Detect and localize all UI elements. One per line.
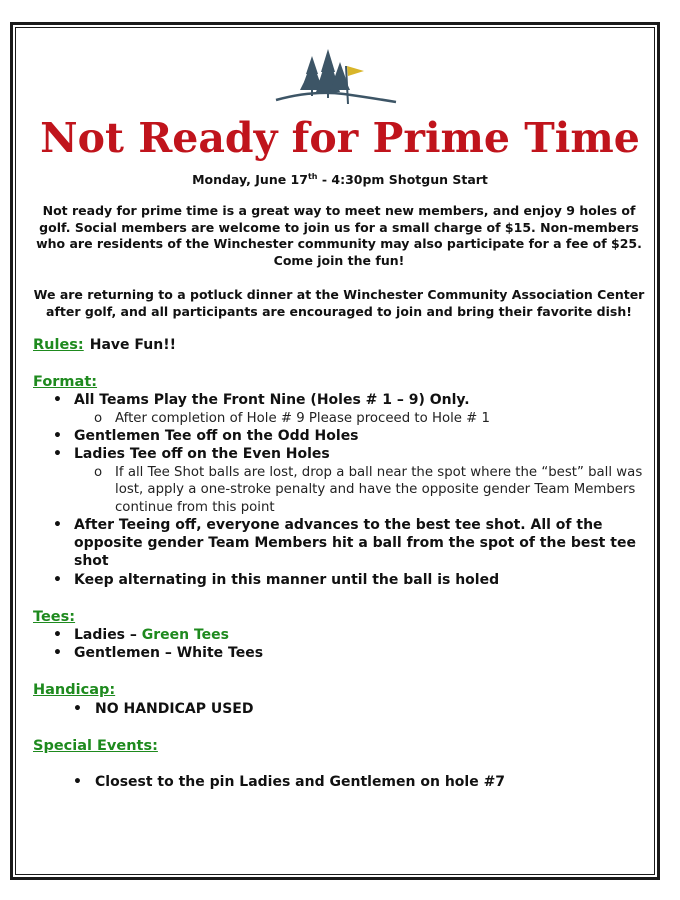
format-section — [33, 373, 643, 589]
bullet: • — [53, 645, 62, 662]
tees-ladies-label: Ladies – — [74, 627, 142, 644]
spacer — [33, 755, 643, 773]
format-item-5: Keep alternating in this manner until the ball is holed — [74, 571, 500, 588]
format-item-3: Ladies Tee off on the Even Holes — [74, 446, 330, 463]
date-suffix: th — [307, 172, 318, 181]
format-item-3-sub: If all Tee Shot balls are lost, drop a ball near the spot where the “best” ball was lost, apply a one-stroke penalty and have the opposite gender Team Members continue from this point — [115, 464, 643, 515]
format-list — [33, 391, 643, 588]
event-date-time — [0, 169, 680, 188]
sub-list — [74, 410, 643, 428]
bullet: • — [53, 392, 62, 409]
list-item — [33, 445, 643, 516]
pine-trees-golf-flag-logo-icon — [272, 46, 402, 108]
sub-list-item — [74, 410, 643, 428]
handicap-list — [33, 700, 643, 718]
bullet: • — [53, 517, 62, 534]
special-events-item: Closest to the pin Ladies and Gentlemen on hole #7 — [95, 774, 506, 791]
intro-paragraph: Not ready for prime time is a great way to meet new members, and enjoy 9 holes of golf. Social members are welcome to join us for a small charge of $15. Non-members who are residents of the Winchester community may also participate for a fee of $25. Come join the fun! — [36, 203, 642, 268]
list-item — [33, 773, 643, 791]
tees-list — [33, 626, 643, 662]
list-item — [33, 644, 643, 662]
format-item-1: All Teams Play the Front Nine (Holes # 1 – 9) Only. — [74, 392, 470, 409]
special-events-section — [33, 737, 643, 791]
bullet: • — [53, 627, 62, 644]
event-title: Not Ready for Prime Time — [40, 114, 640, 162]
list-item — [33, 427, 643, 445]
format-heading: Format: — [33, 374, 98, 391]
tees-ladies-value: Green Tees — [141, 627, 230, 644]
sub-bullet: o — [94, 464, 103, 480]
handicap-item: NO HANDICAP USED — [95, 700, 254, 717]
potluck-paragraph: We are returning to a potluck dinner at the Winchester Community Association Center after golf, and all participants are encouraged to join and bring their favorite dish! — [33, 287, 645, 319]
bullet: • — [73, 774, 82, 791]
sub-list-item — [74, 464, 643, 517]
handicap-heading: Handicap: — [33, 682, 116, 699]
rules-text: Have Fun!! — [89, 337, 176, 353]
list-item — [33, 516, 643, 571]
special-events-list — [33, 773, 643, 791]
rules-heading: Rules: — [33, 337, 84, 353]
list-item — [33, 391, 643, 427]
bullet: • — [53, 571, 62, 588]
list-item — [33, 571, 643, 589]
format-item-4: After Teeing off, everyone advances to the best tee shot. All of the opposite gender Team Members hit a ball from the spot of the best tee shot — [74, 517, 636, 570]
handicap-section — [33, 681, 643, 717]
list-item — [33, 626, 643, 644]
bullet: • — [73, 700, 82, 717]
rules-section — [33, 336, 643, 354]
format-item-2: Gentlemen Tee off on the Odd Holes — [74, 428, 359, 445]
event-start: - 4:30pm Shotgun Start — [317, 172, 488, 188]
tees-section — [33, 608, 643, 663]
special-events-heading: Special Events: — [33, 737, 158, 754]
bullet: • — [53, 428, 62, 445]
sub-list — [74, 464, 643, 517]
sub-bullet: o — [94, 410, 103, 426]
list-item — [33, 700, 643, 718]
event-date: Monday, June 17 — [192, 172, 308, 188]
tees-heading: Tees: — [33, 608, 76, 625]
bullet: • — [53, 446, 62, 463]
tees-gentlemen: Gentlemen – White Tees — [74, 645, 264, 662]
event-details — [33, 336, 643, 791]
format-item-1-sub: After completion of Hole # 9 Please proceed to Hole # 1 — [115, 410, 491, 426]
